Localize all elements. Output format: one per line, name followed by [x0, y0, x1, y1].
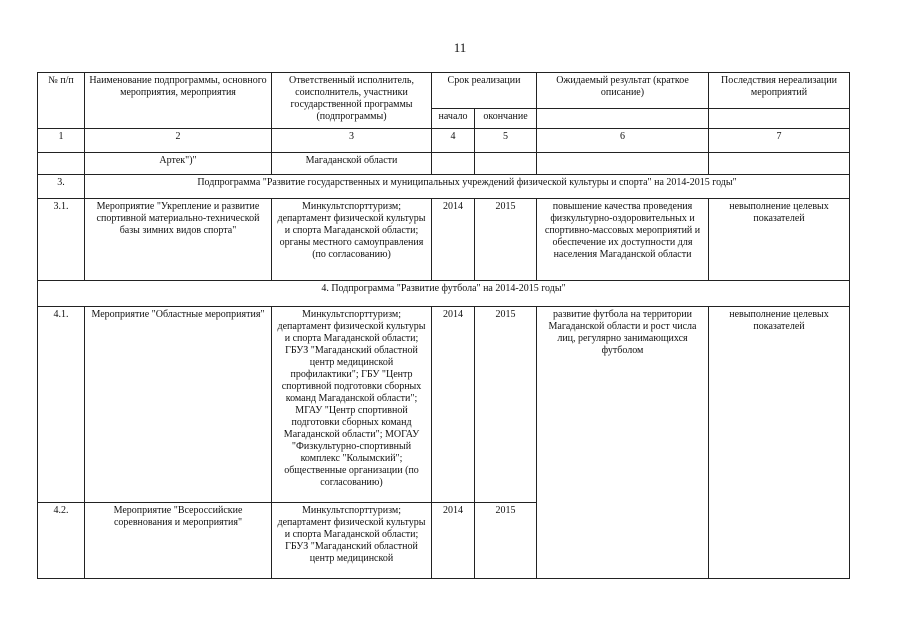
table-row	[38, 199, 850, 281]
table-header-row	[38, 73, 850, 109]
row-4-2-start: 2014	[432, 503, 475, 579]
row-4-1-start: 2014	[432, 307, 475, 503]
row-3-1-end: 2015	[475, 199, 537, 281]
row-4-1-num: 4.1.	[38, 307, 85, 503]
header-result: Ожидаемый результат (краткое описание)	[537, 73, 709, 109]
row-4-2-name: Мероприятие "Всероссийские соревнования и мероприятия"	[85, 503, 272, 579]
col-number-6: 6	[537, 129, 709, 153]
header-term: Срок реализации	[432, 73, 537, 109]
col-number-5: 5	[475, 129, 537, 153]
header-number: № п/п	[38, 73, 85, 129]
row-3-1-consequence: невыполнение целевых показателей	[709, 199, 850, 281]
continuation-row	[38, 153, 850, 175]
continuation-result	[537, 153, 709, 175]
header-consequence-blank	[709, 109, 850, 129]
row-4-result: развитие футбола на территории Магаданской области и рост числа лиц, регулярно занимающихся футболом	[537, 307, 709, 579]
header-name: Наименование подпрограммы, основного мероприятия, мероприятия	[85, 73, 272, 129]
row-4-2-end: 2015	[475, 503, 537, 579]
row-3-1-executor: Минкультспорттуризм; департамент физической культуры и спорта Магаданской области; органы местного самоуправления (по согласованию)	[272, 199, 432, 281]
row-3-1-result: повышение качества проведения физкультурно-оздоровительных и спортивно-массовых мероприятий и обеспечение их доступности для населения Магаданской области	[537, 199, 709, 281]
col-number-7: 7	[709, 129, 850, 153]
header-end: окончание	[475, 109, 537, 129]
continuation-consequence	[709, 153, 850, 175]
continuation-executor: Магаданской области	[272, 153, 432, 175]
continuation-name: Артек")"	[85, 153, 272, 175]
section-3-title: Подпрограмма "Развитие государственных и муниципальных учреждений физической культуры и спорта" на 2014-2015 годы"	[85, 175, 850, 199]
page-number: 11	[453, 40, 467, 55]
col-number-2: 2	[85, 129, 272, 153]
row-4-2-executor: Минкультспорттуризм; департамент физической культуры и спорта Магаданской области; ГБУЗ "Магаданский областной центр медицинской	[272, 503, 432, 579]
continuation-start	[432, 153, 475, 175]
header-consequence: Последствия нереализации мероприятий	[709, 73, 850, 109]
row-4-consequence: невыполнение целевых показателей	[709, 307, 850, 579]
program-table	[37, 72, 850, 579]
section-3-num: 3.	[38, 175, 85, 199]
continuation-end	[475, 153, 537, 175]
continuation-num	[38, 153, 85, 175]
table-row	[38, 307, 850, 503]
header-result-blank	[537, 109, 709, 129]
section-3-row	[38, 175, 850, 199]
column-numbers-row	[38, 129, 850, 153]
header-executor: Ответственный исполнитель, соисполнитель, участники государственной программы (подпрограммы)	[272, 73, 432, 129]
row-3-1-num: 3.1.	[38, 199, 85, 281]
header-start: начало	[432, 109, 475, 129]
col-number-4: 4	[432, 129, 475, 153]
col-number-3: 3	[272, 129, 432, 153]
row-4-1-executor: Минкультспорттуризм; департамент физической культуры и спорта Магаданской области; ГБУЗ "Магаданский областной центр медицинской профилактики"; ГБУ "Центр спортивной подготовки сборных команд Магаданской области"; МГАУ "Центр спортивной подготовки сборных команд Магаданской области"; МОГАУ "Физкультурно-спортивный комплекс "Колымский"; общественные организации (по согласованию)	[272, 307, 432, 503]
row-4-1-name: Мероприятие "Областные мероприятия"	[85, 307, 272, 503]
row-3-1-start: 2014	[432, 199, 475, 281]
col-number-1: 1	[38, 129, 85, 153]
row-4-1-end: 2015	[475, 307, 537, 503]
row-4-2-num: 4.2.	[38, 503, 85, 579]
section-4-row	[38, 281, 850, 307]
section-4-title: 4. Подпрограмма "Развитие футбола" на 2014-2015 годы"	[38, 281, 850, 307]
row-3-1-name: Мероприятие "Укрепление и развитие спортивной материально-технической базы зимних видов спорта"	[85, 199, 272, 281]
